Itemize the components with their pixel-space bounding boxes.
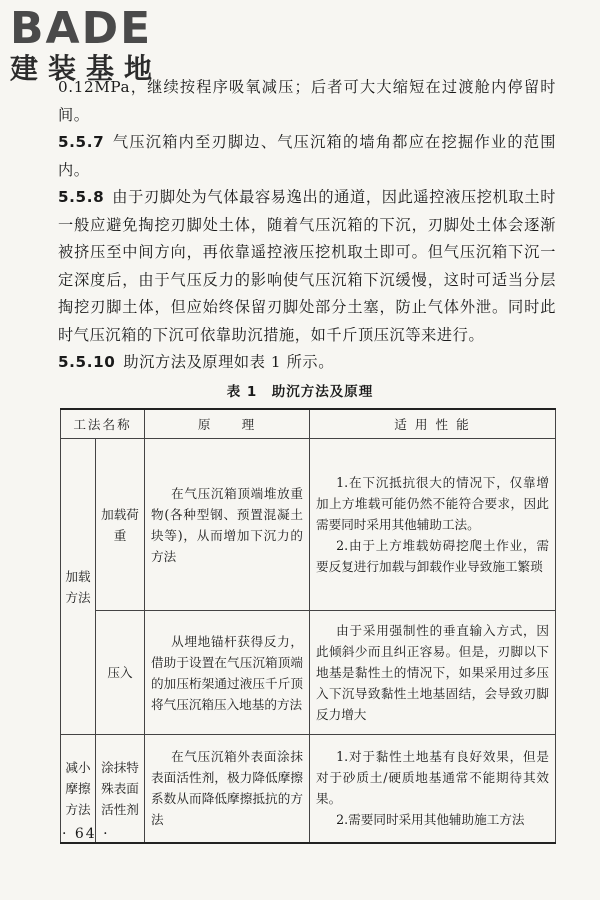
group-friction-method: 减小摩擦方法 (61, 735, 96, 843)
clause-5-5-10 (58, 349, 556, 377)
watermark-logo (10, 3, 180, 85)
table-title: 表 1 助沉方法及原理 (226, 384, 374, 400)
clause-5-5-8 (58, 184, 556, 349)
row-principle: 从埋地锚杆获得反力，借助于设置在气压沉箱顶端的加压桁架通过液压千斤顶将气压沉箱压入地基的方法 (145, 611, 310, 735)
header-principle: 原 理 (145, 409, 310, 439)
clause-number: 5.5.10 (58, 353, 116, 371)
clause-number: 5.5.7 (58, 133, 105, 151)
logo-subtitle: 建装基地 (10, 52, 163, 85)
table-row (61, 439, 556, 611)
row-performance: 由于采用强制性的垂直输入方式，因此倾斜少而且纠正容易。但是，刃脚以下地基是黏性土的情况下，如果采用过多压入下沉导致黏性土地基固结，会导致刃脚反力增大 (310, 611, 556, 735)
page-number: · 64 · (62, 826, 110, 842)
row-principle: 在气压沉箱顶端堆放重物(各种型钢、预置混凝土块等)，从而增加下沉力的方法 (145, 439, 310, 611)
logo-brand: BADE (10, 3, 153, 54)
row-principle: 在气压沉箱外表面涂抹表面活性剂，极力降低摩擦系数从而降低摩擦抵抗的方法 (145, 735, 310, 843)
method-table (60, 408, 556, 844)
group-load-method: 加载方法 (61, 439, 96, 735)
clause-5-5-7 (58, 129, 556, 184)
row-performance (310, 439, 556, 611)
table-header-row (61, 409, 556, 439)
table-row (61, 611, 556, 735)
body-text (58, 74, 556, 377)
row-subtype: 涂抹特殊表面活性剂 (96, 735, 145, 843)
row-subtype: 压入 (96, 611, 145, 735)
performance-item: 1.在下沉抵抗很大的情况下，仅靠增加上方堆载可能仍然不能符合要求，因此需要同时采用其他辅助工法。 (316, 475, 549, 532)
clause-text: 气压沉箱内至刃脚边、气压沉箱的墙角都应在挖掘作业的范围内。 (58, 133, 556, 179)
performance-item: 2.由于上方堆载妨碍挖爬土作业，需要反复进行加载与卸载作业导致施工繁琐 (316, 538, 549, 574)
header-method: 工法名称 (61, 409, 145, 439)
table-row (61, 735, 556, 843)
clause-text: 助沉方法及原理如表 1 所示。 (123, 353, 334, 371)
clause-text: 由于刃脚处为气体最容易逸出的通道，因此遥控液压挖机取土时一般应避免掏挖刃脚处土体，随着气压沉箱的下沉，刃脚处土体会逐渐被挤压至中间方向，再依靠遥控液压挖机取土即可。但气压沉箱下沉一定深度后，由于气压反力的影响使气压沉箱下沉缓慢，这时可适当分层掏挖刃脚土体，但应始终保留刃脚处部分土塞，防止气体外泄。同时此时气压沉箱的下沉可依靠助沉措施，如千斤顶压沉等来进行。 (58, 188, 556, 344)
performance-item: 1.对于黏性土地基有良好效果，但是对于砂质土/硬质地基通常不能期待其效果。 (316, 749, 549, 807)
row-subtype: 加载荷重 (96, 439, 145, 611)
clause-number: 5.5.8 (58, 188, 105, 206)
header-performance: 适 用 性 能 (310, 409, 556, 439)
paragraph-continued: 0.12MPa，继续按程序吸氧减压；后者可大大缩短在过渡舱内停留时间。 (58, 78, 556, 124)
performance-item: 2.需要同时采用其他辅助施工方法 (336, 812, 525, 828)
row-performance (310, 735, 556, 843)
